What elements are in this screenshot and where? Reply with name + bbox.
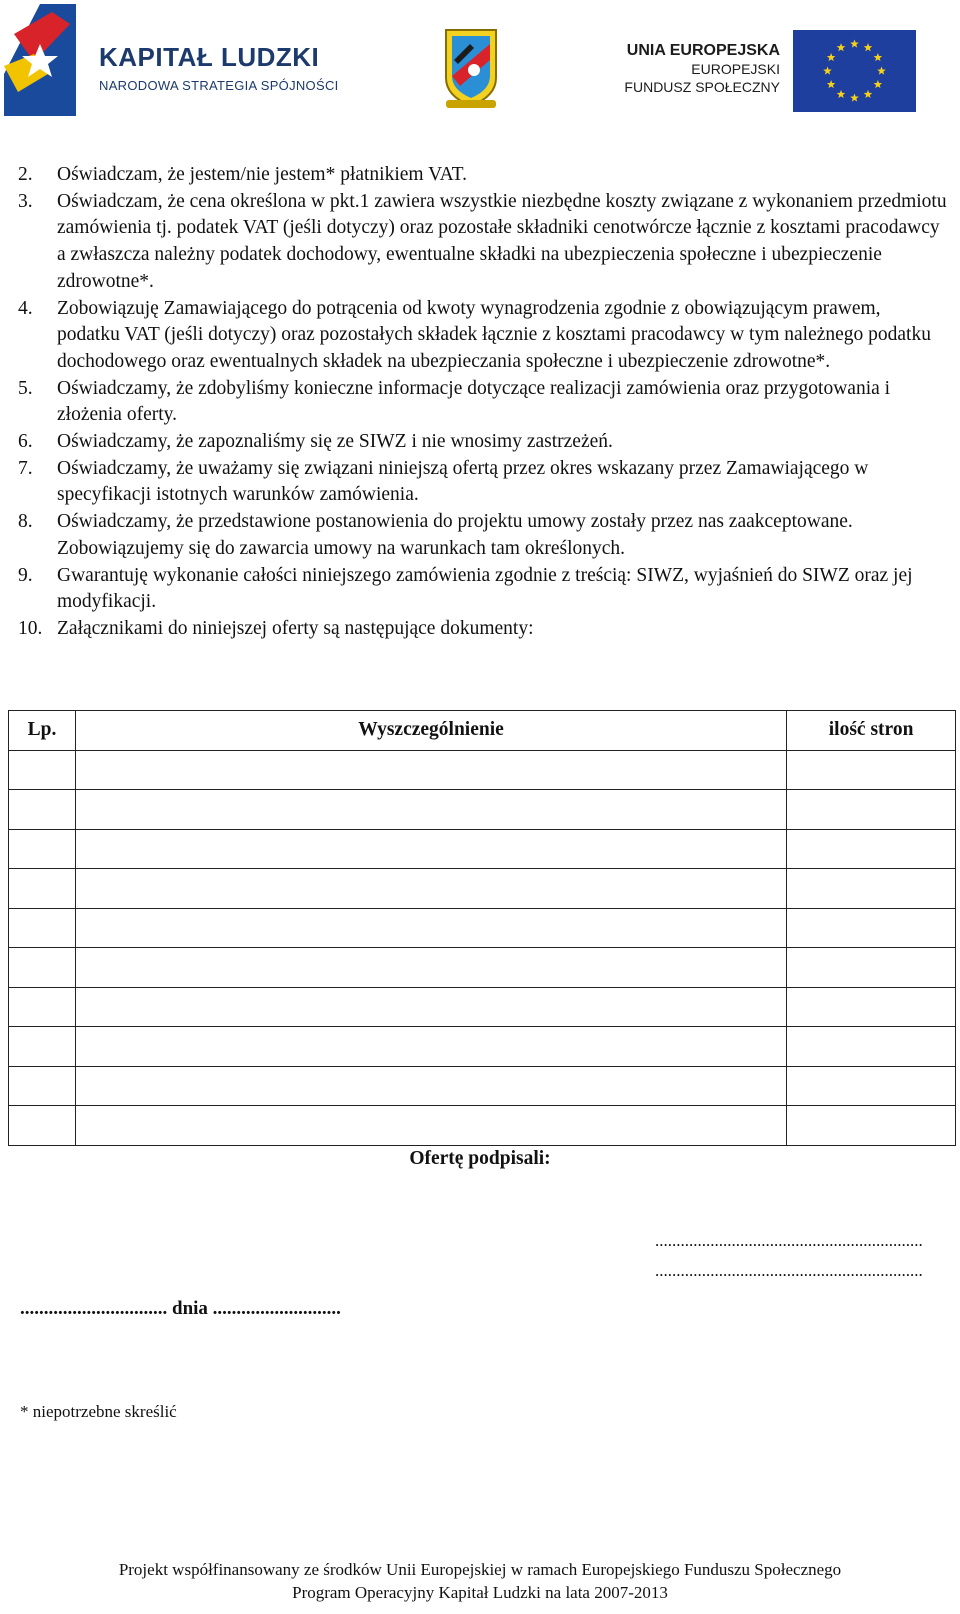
item-text: Załącznikami do niniejszej oferty są następujące dokumenty: <box>57 617 534 639</box>
cell-pages <box>787 1027 956 1067</box>
signature-line: ............................................................... <box>655 1231 923 1250</box>
cell-lp <box>9 908 76 948</box>
kapital-ludzki-star-icon <box>4 4 76 116</box>
table-row <box>9 1027 956 1067</box>
kapital-ludzki-logo <box>4 4 349 116</box>
item-text: Oświadczam, że cena określona w pkt.1 zawiera wszystkie niezbędne koszty związane z wykonaniem przedmiotu zamówienia tj. podatek VAT (jeśli dotyczy) oraz pozostałe składniki cenotwórcze łącznie z kosztami pracodawcy a zwłaszcza należny podatek dochodowy, ewentualne składki na ubezpieczenia społeczne i ubezpieczenie zdrowotne*. <box>57 190 947 292</box>
cell-description <box>75 1106 786 1146</box>
column-header-description: Wyszczególnienie <box>75 711 786 751</box>
attachments-table-body <box>9 750 956 1145</box>
cell-description <box>75 1027 786 1067</box>
place-date-line: ............................... dnia ........................... <box>20 1298 341 1319</box>
cell-description <box>75 790 786 830</box>
declaration-item <box>18 429 948 456</box>
cell-description <box>75 829 786 869</box>
cell-description <box>75 750 786 790</box>
cell-pages <box>787 790 956 830</box>
cell-description <box>75 908 786 948</box>
declaration-item <box>18 509 948 562</box>
cell-pages <box>787 1066 956 1106</box>
cell-description <box>75 869 786 909</box>
item-number: 2. <box>18 164 33 185</box>
item-number: 7. <box>18 457 33 479</box>
item-text: Zobowiązuję Zamawiającego do potrącenia od kwoty wynagrodzenia zgodnie z obowiązującym prawem, podatku VAT (jeśli dotyczy) oraz pozostałych składek łącznie z kosztami pracodawcy w tym należnego podatku dochodowego oraz ewentualnych składek na ubezpieczania społeczne i ubezpieczenie zdrowotne*. <box>57 297 931 372</box>
item-text: Oświadczamy, że uważamy się związani niniejszą ofertą przez okres wskazany przez Zamawiającego w specyfikacji istotnych warunków zamówienia. <box>57 457 869 506</box>
item-number: 6. <box>18 431 33 453</box>
declaration-item <box>18 296 948 376</box>
cell-pages <box>787 987 956 1027</box>
table-row <box>9 829 956 869</box>
table-row <box>9 948 956 988</box>
footer-line-2: Program Operacyjny Kapitał Ludzki na lata 2007-2013 <box>292 1583 668 1602</box>
declaration-item <box>18 616 948 643</box>
cell-lp <box>9 829 76 869</box>
column-header-lp: Lp. <box>9 711 76 751</box>
declaration-item <box>18 456 948 509</box>
table-row <box>9 750 956 790</box>
table-row <box>9 987 956 1027</box>
cell-description <box>75 1066 786 1106</box>
column-header-pages: ilość stron <box>787 711 956 751</box>
table-row <box>9 1066 956 1106</box>
item-number: 4. <box>18 297 33 319</box>
eu-text-block <box>606 42 780 96</box>
declaration-item <box>18 376 948 429</box>
eu-fund-line1: EUROPEJSKI <box>691 61 780 77</box>
signature-line: ............................................................... <box>655 1261 923 1280</box>
cell-description <box>75 987 786 1027</box>
eu-fund-line2: FUNDUSZ SPOŁECZNY <box>624 79 780 95</box>
cell-pages <box>787 908 956 948</box>
item-number: 10. <box>18 617 43 639</box>
cell-pages <box>787 1106 956 1146</box>
footer-line-1: Projekt współfinansowany ze środków Unii Europejskiej w ramach Europejskiego Funduszu Społecznego <box>118 1560 842 1579</box>
cell-pages <box>787 750 956 790</box>
declarations-list <box>18 162 948 643</box>
attachments-table <box>8 710 956 1146</box>
cell-lp <box>9 790 76 830</box>
signed-by-label: Ofertę podpisali: <box>409 1148 551 1169</box>
item-number: 5. <box>18 377 33 399</box>
table-header-row <box>9 711 956 751</box>
cell-pages <box>787 829 956 869</box>
kapital-ludzki-title: KAPITAŁ LUDZKI <box>99 42 320 72</box>
item-text: Oświadczamy, że zdobyliśmy konieczne informacje dotyczące realizacji zamówienia oraz przygotowania i złożenia oferty. <box>57 377 891 426</box>
item-text: Oświadczamy, że przedstawione postanowienia do projektu umowy zostały przez nas zaakceptowane. Zobowiązujemy się do zawarcia umowy na warunkach tam określonych. <box>57 511 853 559</box>
declaration-item <box>18 563 948 616</box>
declaration-item <box>18 189 948 296</box>
cell-pages <box>787 869 956 909</box>
item-text: Oświadczamy, że zapoznaliśmy się ze SIWZ i nie wnosimy zastrzeżeń. <box>57 431 613 453</box>
footnote: * niepotrzebne skreślić <box>20 1402 177 1421</box>
cell-lp <box>9 1027 76 1067</box>
item-text: Gwarantuję wykonanie całości niniejszego zamówienia zgodnie z treścią: SIWZ, wyjaśnień do SIWZ oraz jej modyfikacji. <box>57 564 913 613</box>
cell-lp <box>9 1066 76 1106</box>
page-header <box>0 0 960 120</box>
item-number: 9. <box>18 564 33 586</box>
school-crest-icon <box>440 20 502 112</box>
table-row <box>9 1106 956 1146</box>
table-row <box>9 790 956 830</box>
item-number: 3. <box>18 190 33 212</box>
item-text: Oświadczam, że jestem/nie jestem* płatnikiem VAT. <box>57 164 467 185</box>
item-number: 8. <box>18 511 33 533</box>
cell-pages <box>787 948 956 988</box>
cell-lp <box>9 750 76 790</box>
cell-lp <box>9 987 76 1027</box>
kapital-ludzki-subtitle: NARODOWA STRATEGIA SPÓJNOŚCI <box>99 78 339 93</box>
cell-description <box>75 948 786 988</box>
declaration-item <box>18 162 948 189</box>
cell-lp <box>9 869 76 909</box>
cell-lp <box>9 948 76 988</box>
eu-title: UNIA EUROPEJSKA <box>626 42 780 59</box>
page-footer <box>0 1558 960 1604</box>
table-row <box>9 869 956 909</box>
eu-flag-icon <box>793 30 916 112</box>
table-row <box>9 908 956 948</box>
signature-lines <box>655 1226 923 1286</box>
cell-lp <box>9 1106 76 1146</box>
